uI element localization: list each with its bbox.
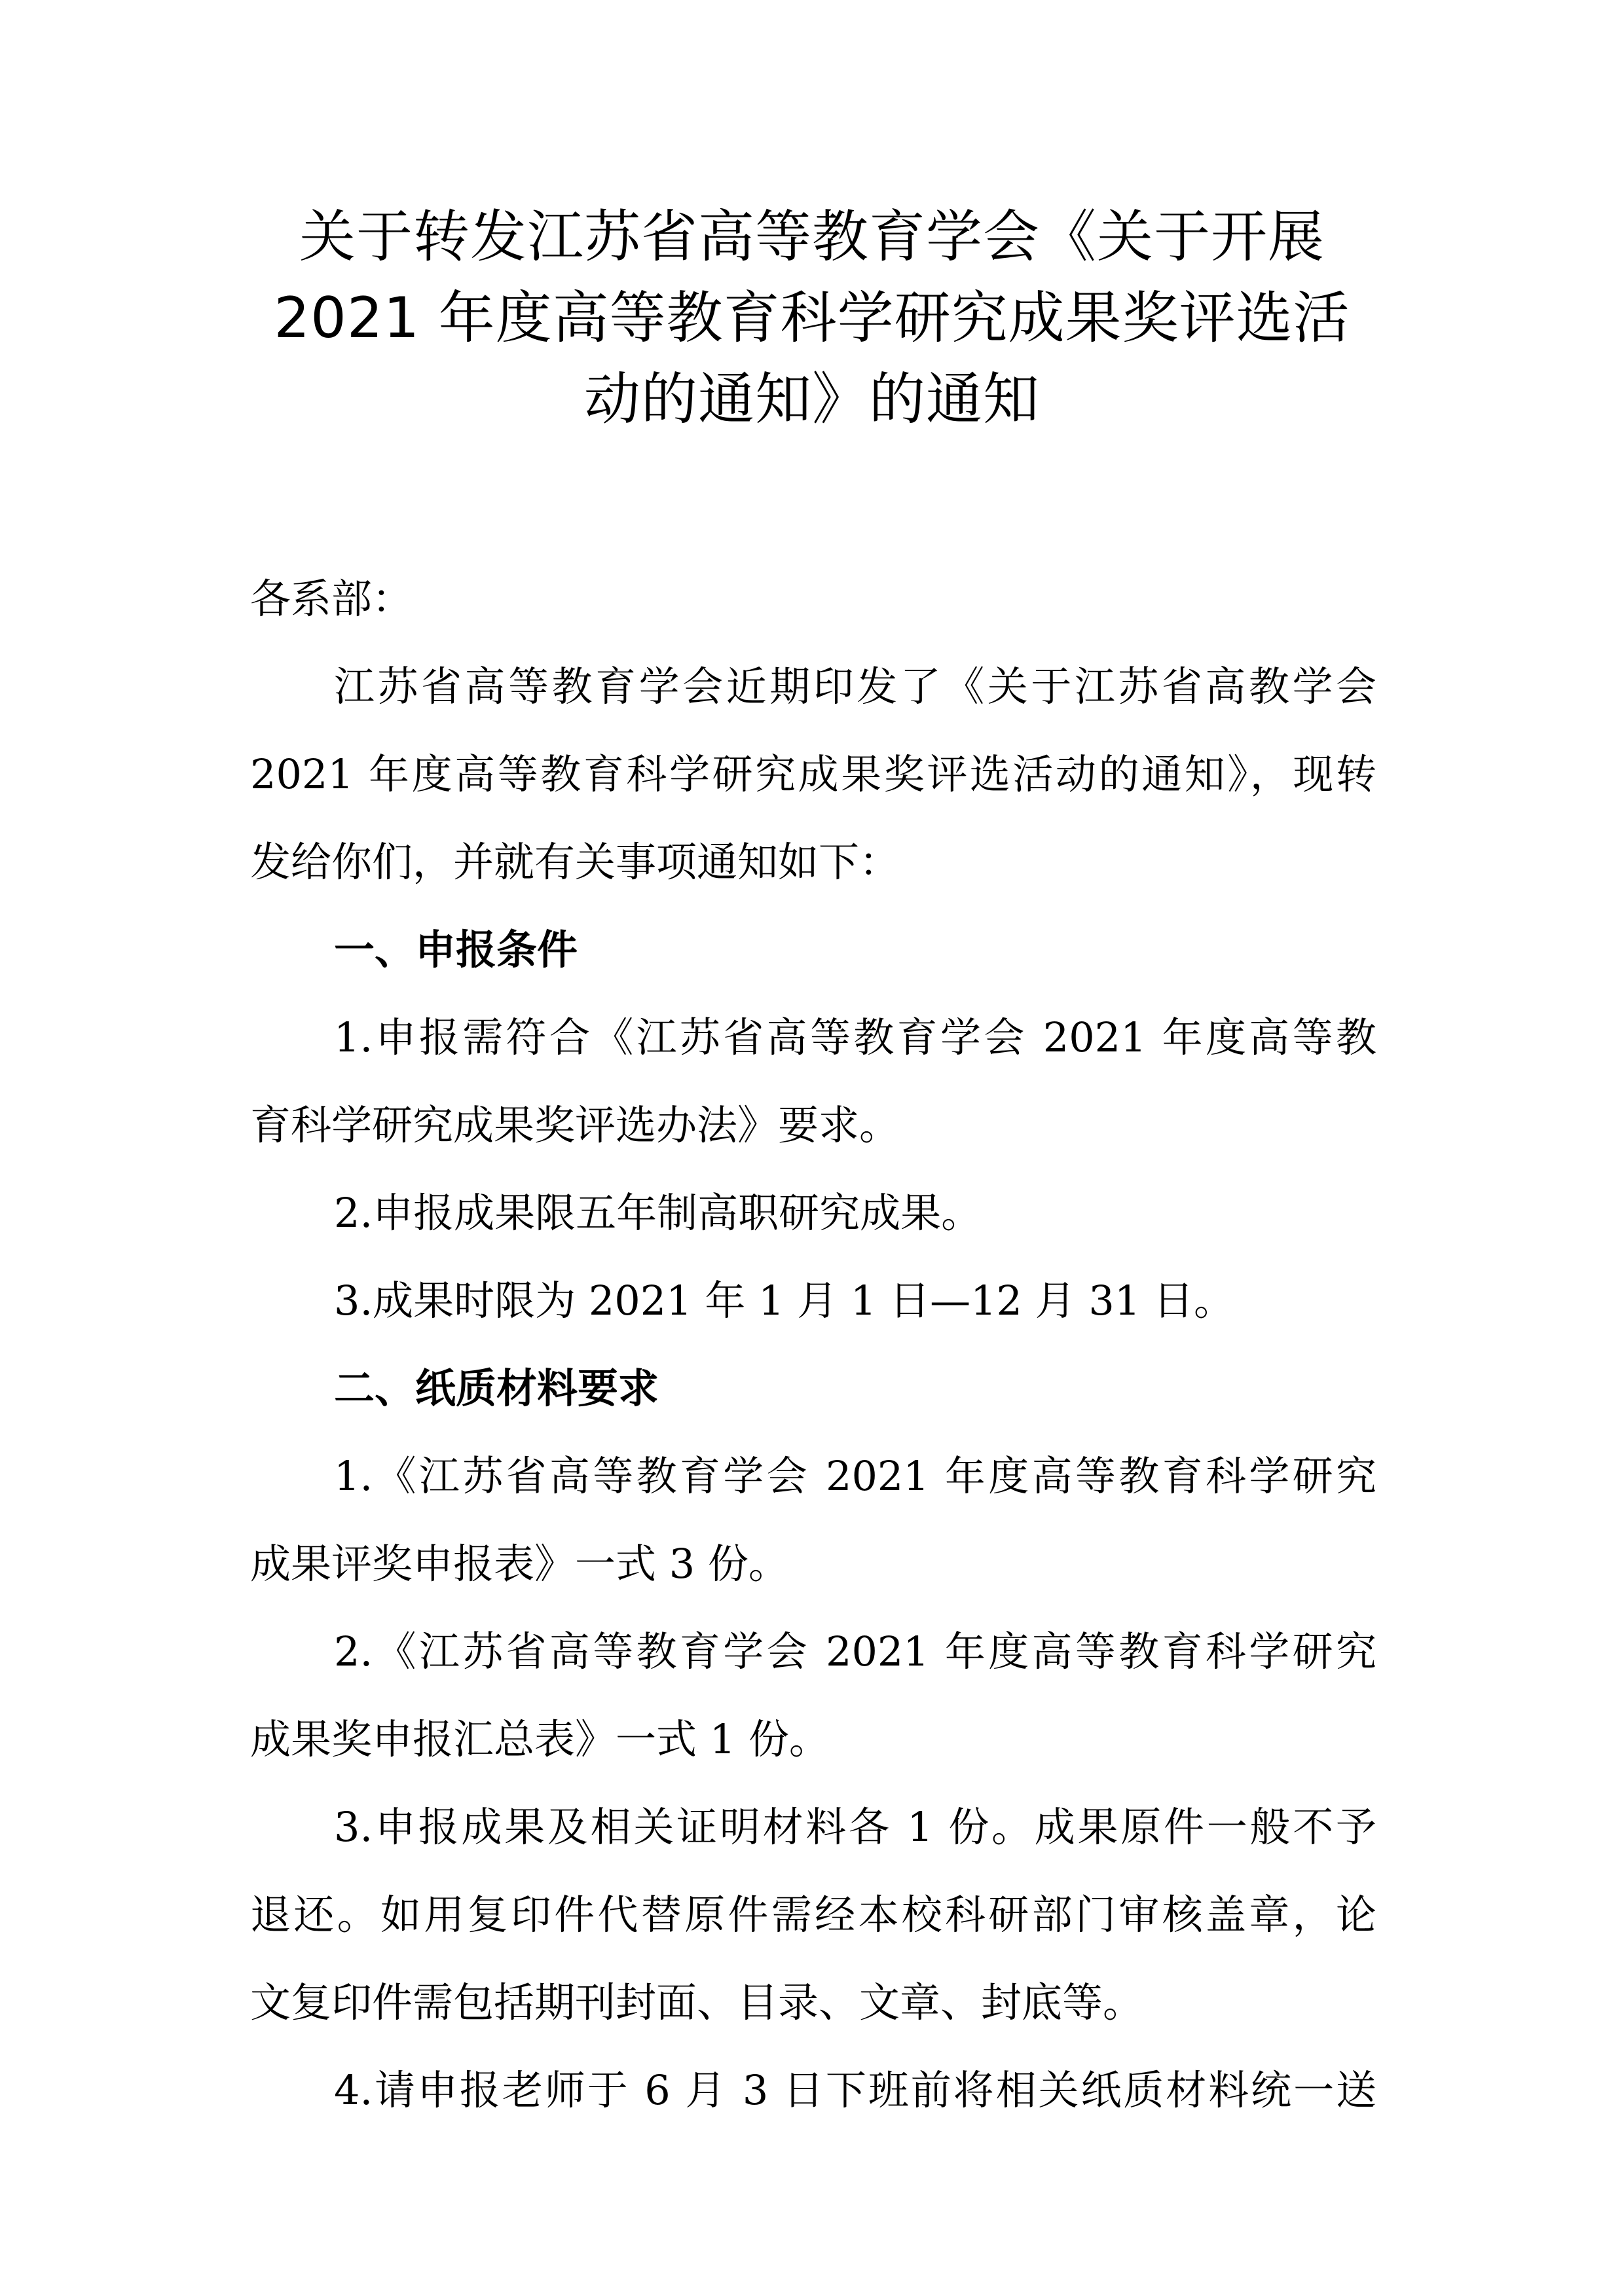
section-2-item-3-line-3: 文复印件需包括期刊封面、目录、文章、封底等。 bbox=[250, 1978, 1144, 2026]
section-2-item-3-line-1: 3.申报成果及相关证明材料各 1 份。成果原件一般不予 bbox=[334, 1803, 1376, 1851]
title-line-1: 关于转发江苏省高等教育学会《关于开展 bbox=[299, 204, 1325, 270]
intro-line-2: 2021 年度高等教育科学研究成果奖评选活动的通知》，现转 bbox=[250, 750, 1376, 798]
title-line-3: 动的通知》的通知 bbox=[584, 367, 1040, 432]
section-1-item-1-line-2: 育科学研究成果奖评选办法》要求。 bbox=[250, 1101, 900, 1149]
section-2-item-1-line-2: 成果评奖申报表》一式 3 份。 bbox=[250, 1540, 789, 1588]
section-1-heading: 一、申报条件 bbox=[334, 926, 578, 974]
intro-line-1: 江苏省高等教育学会近期印发了《关于江苏省高教学会 bbox=[334, 663, 1376, 710]
document-title bbox=[249, 196, 1375, 440]
section-2-item-2-line-1: 2.《江苏省高等教育学会 2021 年度高等教育科学研究 bbox=[334, 1628, 1376, 1675]
section-2-item-4-line-1: 4.请申报老师于 6 月 3 日下班前将相关纸质材料统一送 bbox=[334, 2066, 1376, 2114]
salutation: 各系部： bbox=[250, 575, 413, 623]
intro-line-3: 发给你们，并就有关事项通知如下： bbox=[250, 838, 900, 886]
section-1-item-2: 2.申报成果限五年制高职研究成果。 bbox=[334, 1189, 982, 1237]
section-1-item-3: 3.成果时限为 2021 年 1 月 1 日—12 月 31 日。 bbox=[334, 1277, 1234, 1324]
section-2-item-3-line-2: 退还。如用复印件代替原件需经本校科研部门审核盖章，论 bbox=[250, 1891, 1376, 1939]
document-body bbox=[250, 555, 1376, 2134]
section-2-heading: 二、纸质材料要求 bbox=[334, 1364, 659, 1412]
section-2-item-2-line-2: 成果奖申报汇总表》一式 1 份。 bbox=[250, 1715, 830, 1763]
section-2-item-1-line-1: 1.《江苏省高等教育学会 2021 年度高等教育科学研究 bbox=[334, 1452, 1376, 1500]
title-line-2: 2021 年度高等教育科学研究成果奖评选活 bbox=[274, 285, 1350, 351]
section-1-item-1-line-1: 1.申报需符合《江苏省高等教育学会 2021 年度高等教 bbox=[334, 1013, 1376, 1061]
